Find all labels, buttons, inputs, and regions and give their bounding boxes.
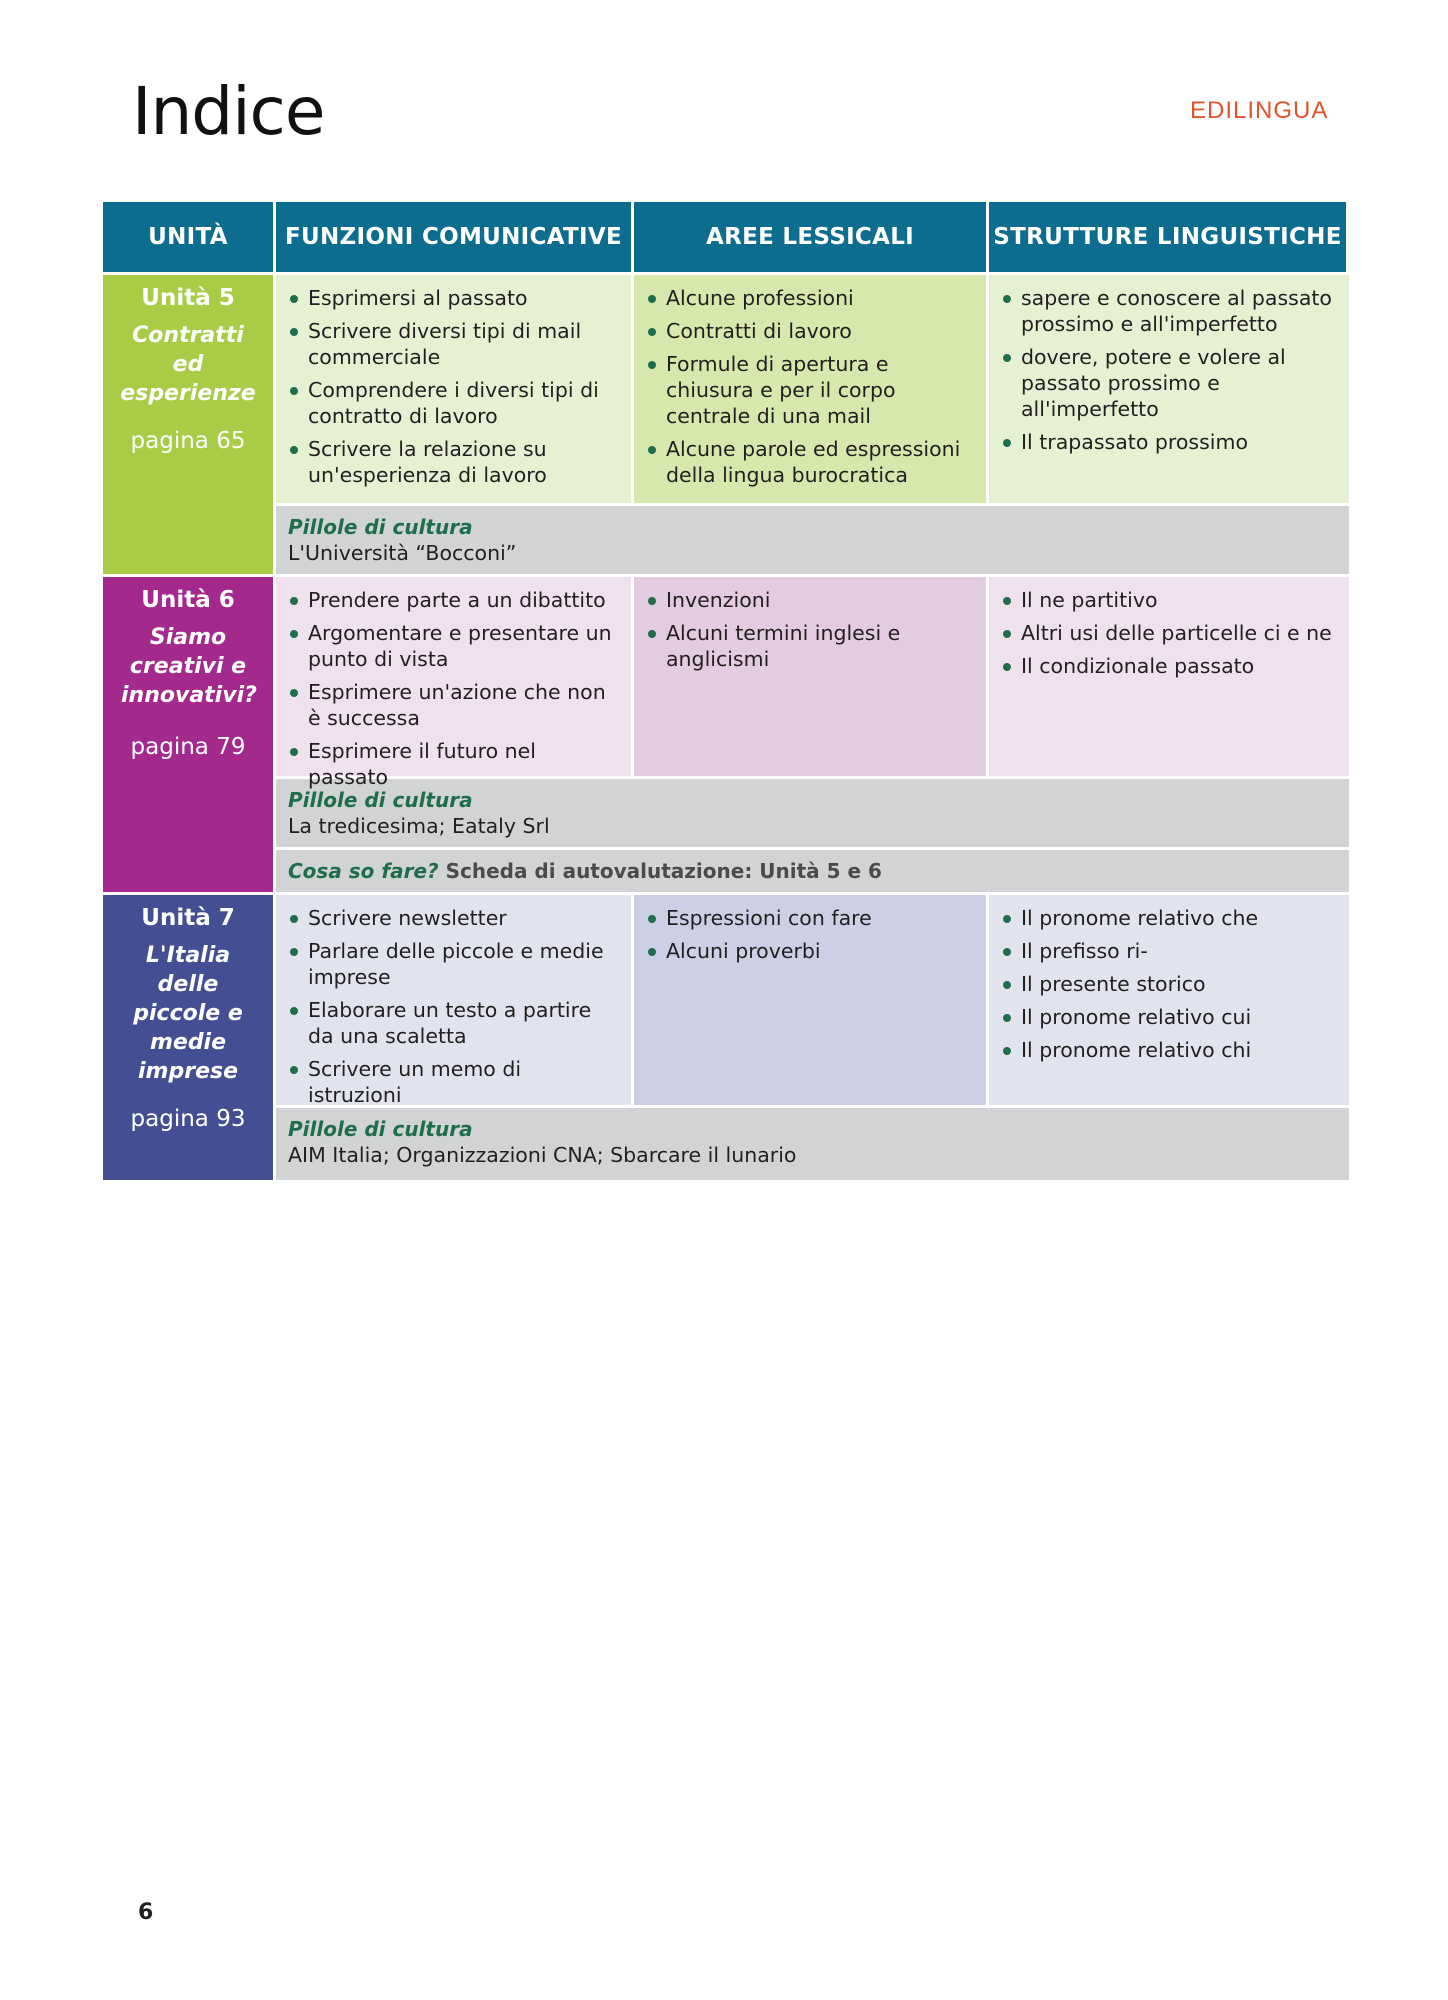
unit-page: pagina 93: [130, 1106, 246, 1132]
list-item: Elaborare un testo a partire da una scaletta: [288, 997, 621, 1049]
pillole-heading: Pillole di cultura: [288, 1117, 473, 1141]
list-item: Comprendere i diversi tipi di contratto di lavoro: [288, 377, 621, 429]
table-header: [103, 202, 1349, 272]
list-item: Alcuni proverbi: [646, 938, 976, 964]
list-item: Il ne partitivo: [1001, 587, 1339, 613]
pillole-text: AIM Italia; Organizzazioni CNA; Sbarcare il lunario: [288, 1143, 797, 1167]
list-item: Alcune parole ed espressioni della lingua burocratica: [646, 436, 976, 488]
unit-5-functions: [276, 275, 631, 503]
list-item: Il condizionale passato: [1001, 653, 1339, 679]
unit-page: pagina 65: [130, 428, 246, 454]
unit-5-cell[interactable]: [103, 275, 273, 574]
list-item: Prendere parte a un dibattito: [288, 587, 621, 613]
unit-number: Unità 7: [141, 905, 235, 931]
unit-page: pagina 79: [130, 734, 246, 760]
list-item: Scrivere la relazione su un'esperienza di lavoro: [288, 436, 621, 488]
list-item: sapere e conoscere al passato prossimo e all'imperfetto: [1001, 285, 1339, 337]
header-functions: FUNZIONI COMUNICATIVE: [276, 202, 631, 272]
list-item: Il pronome relativo chi: [1001, 1037, 1339, 1063]
list-item: Invenzioni: [646, 587, 976, 613]
brand-logo: EDILINGUA: [1190, 97, 1329, 124]
unit-name: Contratti ed esperienze: [120, 323, 256, 406]
list-item: dovere, potere e volere al passato prossimo e all'imperfetto: [1001, 344, 1339, 422]
unit-number: Unità 6: [141, 587, 235, 613]
list-item: Parlare delle piccole e medie imprese: [288, 938, 621, 990]
pillole-heading: Pillole di cultura: [288, 515, 473, 539]
list-item: Formule di apertura e chiusura e per il corpo centrale di una mail: [646, 351, 976, 429]
header-unit: UNITÀ: [103, 202, 273, 272]
pillole-di-cultura: [276, 506, 1349, 574]
unit-6-structures: [989, 577, 1349, 776]
unit-6-cell[interactable]: [103, 577, 273, 892]
list-item: Contratti di lavoro: [646, 318, 976, 344]
index-table: [103, 202, 1349, 1183]
list-item: Scrivere un memo di istruzioni: [288, 1056, 621, 1108]
list-item: Esprimere il futuro nel passato: [288, 738, 621, 790]
unit-6-block: [103, 577, 1349, 892]
unit-6-lexical: [634, 577, 986, 776]
unit-7-functions: [276, 895, 631, 1105]
unit-7-structures: [989, 895, 1349, 1105]
unit-number: Unità 5: [141, 285, 235, 311]
list-item: Espressioni con fare: [646, 905, 976, 931]
pillole-text: L'Università “Bocconi”: [288, 541, 517, 565]
self-evaluation-row: [276, 850, 1349, 892]
pillole-di-cultura: [276, 1108, 1349, 1180]
list-item: Esprimere un'azione che non è successa: [288, 679, 621, 731]
list-item: Scrivere newsletter: [288, 905, 621, 931]
list-item: Esprimersi al passato: [288, 285, 621, 311]
page-title: Indice: [132, 73, 325, 150]
unit-5-block: [103, 275, 1349, 574]
list-item: Alcuni termini inglesi e anglicismi: [646, 620, 976, 672]
page-number: 6: [138, 1900, 154, 1925]
self-evaluation-text: Scheda di autovalutazione: Unità 5 e 6: [445, 859, 882, 883]
pillole-text: La tredicesima; Eataly Srl: [288, 814, 550, 838]
unit-7-cell[interactable]: [103, 895, 273, 1180]
list-item: Il prefisso ri-: [1001, 938, 1339, 964]
list-item: Il pronome relativo che: [1001, 905, 1339, 931]
unit-name: L'Italia delle piccole e medie imprese: [133, 943, 243, 1084]
list-item: Il presente storico: [1001, 971, 1339, 997]
unit-name: Siamo creativi e innovativi?: [121, 625, 257, 708]
list-item: Il trapassato prossimo: [1001, 429, 1339, 455]
list-item: Scrivere diversi tipi di mail commerciale: [288, 318, 621, 370]
list-item: Il pronome relativo cui: [1001, 1004, 1339, 1030]
pillole-heading: Pillole di cultura: [288, 788, 473, 812]
self-evaluation-heading: Cosa so fare?: [288, 859, 439, 883]
unit-5-lexical: [634, 275, 986, 503]
header-structures: STRUTTURE LINGUISTICHE: [989, 202, 1346, 272]
unit-5-structures: [989, 275, 1349, 503]
header-lexical: AREE LESSICALI: [634, 202, 986, 272]
unit-7-lexical: [634, 895, 986, 1105]
unit-6-functions: [276, 577, 631, 789]
list-item: Altri usi delle particelle ci e ne: [1001, 620, 1339, 646]
list-item: Argomentare e presentare un punto di vista: [288, 620, 621, 672]
unit-7-block: [103, 895, 1349, 1180]
list-item: Alcune professioni: [646, 285, 976, 311]
